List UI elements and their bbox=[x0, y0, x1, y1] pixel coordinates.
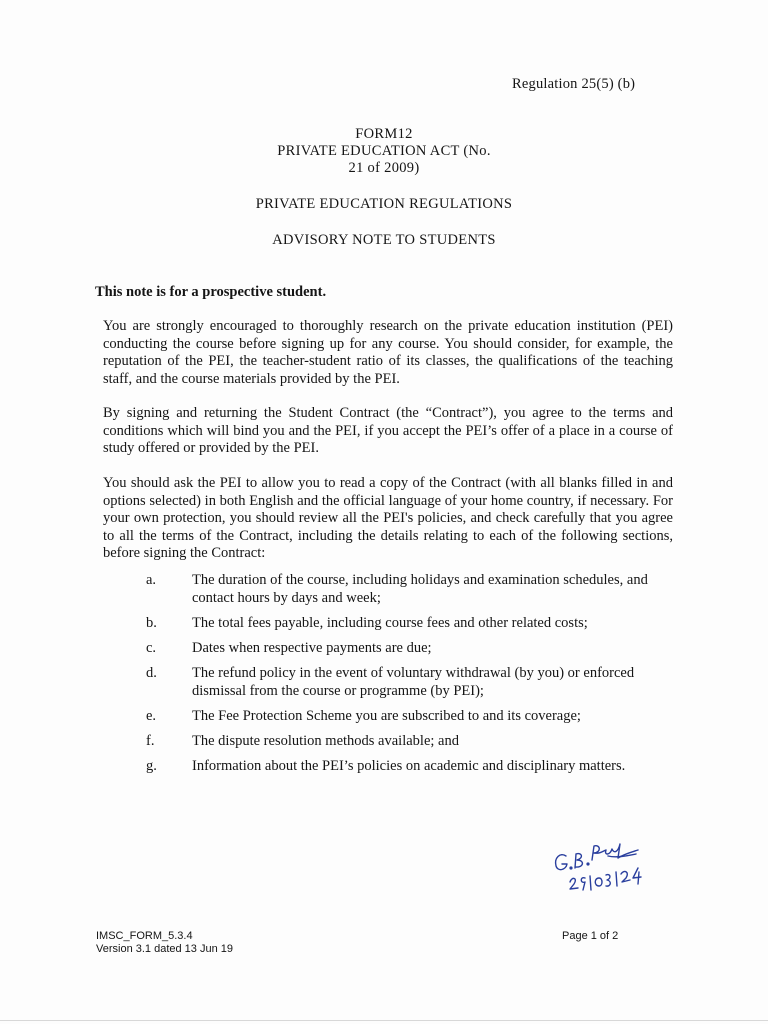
list-text: The duration of the course, including holidays and examination schedules, and contact hours by days and week; bbox=[192, 572, 648, 606]
footer-form-info bbox=[96, 930, 233, 956]
footer-page-number: Page 1 of 2 bbox=[562, 930, 619, 942]
act-title-line1: PRIVATE EDUCATION ACT (No. bbox=[277, 143, 491, 159]
advisory-title: ADVISORY NOTE TO STUDENTS bbox=[272, 232, 496, 248]
list-marker: a. bbox=[146, 572, 157, 588]
list-text: The total fees payable, including course fees and other related costs; bbox=[192, 615, 588, 631]
list-marker: b. bbox=[146, 615, 157, 631]
paragraph-research: You are strongly encouraged to thoroughly research on the private education institution (PEI) conducting the course before signing up for any course. You should consider, for example, the reputation of the PEI, the teacher-student ratio of its classes, the qualifications of the teaching staff, and the course materials provided by the PEI. bbox=[103, 318, 673, 387]
regulations-title: PRIVATE EDUCATION REGULATIONS bbox=[255, 196, 513, 212]
list-text: The dispute resolution methods available; and bbox=[192, 733, 459, 749]
regulation-reference: Regulation 25(5) (b) bbox=[512, 76, 636, 92]
footer-form-id: IMSC_FORM_5.3.4 bbox=[96, 930, 193, 942]
paragraph-review: You should ask the PEI to allow you to read a copy of the Contract (with all blanks filled in and options selected) in both English and the official language of your home country, if necessary. For your own protection, you should review all the PEI's policies, and check carefully that you agree to all the terms of the Contract, including the details relating to each of the following sections, before signing the Contract: bbox=[103, 475, 673, 561]
handwritten-signature bbox=[548, 834, 648, 894]
lead-statement: This note is for a prospective student. bbox=[95, 284, 327, 300]
list-marker: e. bbox=[146, 708, 157, 724]
list-text: Dates when respective payments are due; bbox=[192, 640, 432, 656]
list-text: Information about the PEI’s policies on academic and disciplinary matters. bbox=[192, 758, 626, 774]
list-text: The Fee Protection Scheme you are subscribed to and its coverage; bbox=[192, 708, 581, 724]
list-marker: d. bbox=[146, 665, 157, 681]
act-title-line2: 21 of 2009) bbox=[348, 160, 420, 176]
form-number: FORM12 bbox=[355, 126, 413, 142]
list-marker: g. bbox=[146, 758, 157, 774]
page-edge-divider bbox=[0, 1020, 768, 1021]
list-marker: c. bbox=[146, 640, 157, 656]
footer-version: Version 3.1 dated 13 Jun 19 bbox=[96, 943, 233, 955]
list-text: The refund policy in the event of voluntary withdrawal (by you) or enforced dismissal from the course or programme (by PEI); bbox=[192, 665, 635, 699]
signature-ink bbox=[556, 844, 641, 890]
paragraph-contract: By signing and returning the Student Contract (the “Contract”), you agree to the terms and conditions which will bind you and the PEI, if you accept the PEI’s offer of a place in a course of study offered or provided by the PEI. bbox=[103, 405, 673, 456]
list-marker: f. bbox=[146, 733, 155, 749]
